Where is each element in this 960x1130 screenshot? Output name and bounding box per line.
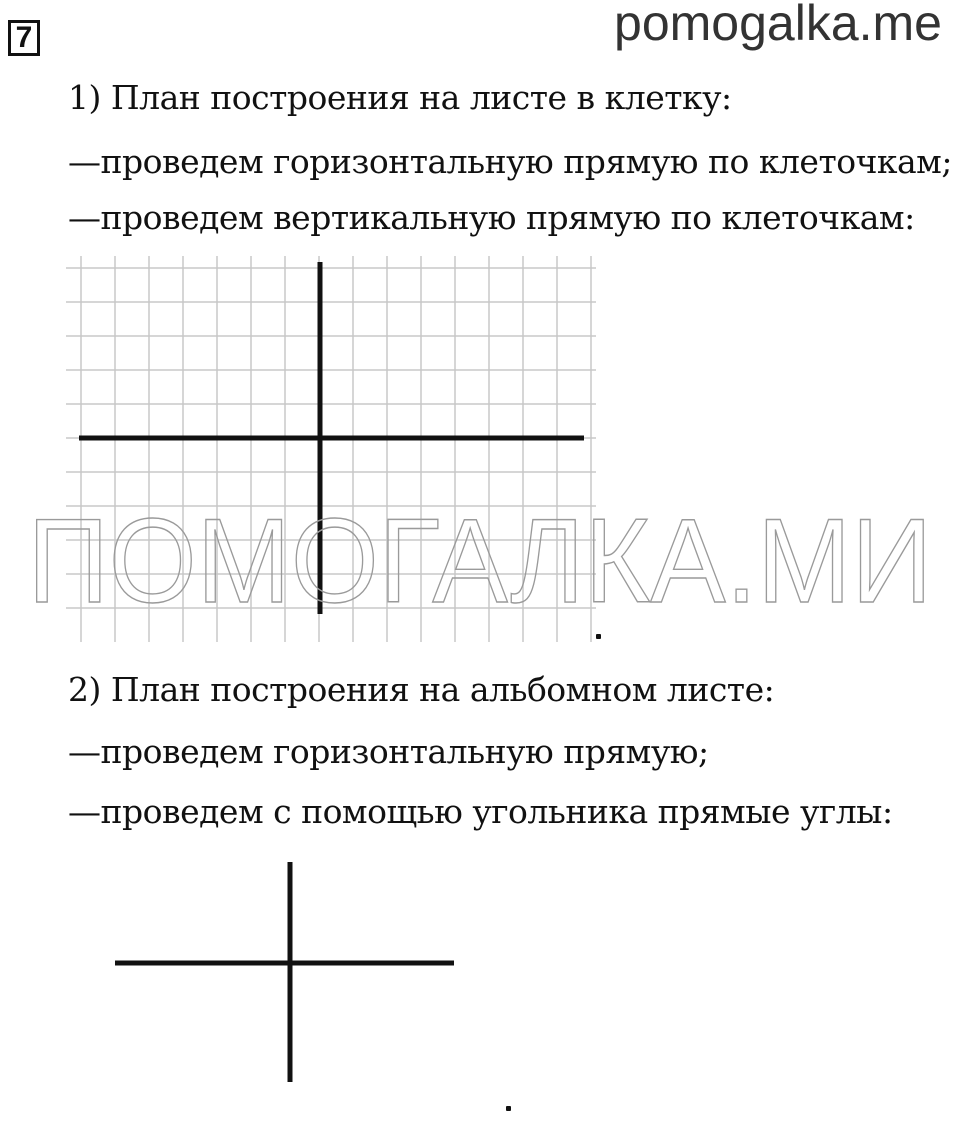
part2-title: 2) План построения на альбомном листе: [68, 670, 775, 709]
part1-step2: —проведем вертикальную прямую по клеточкам: [68, 198, 915, 237]
part1-end-mark [596, 634, 601, 639]
site-name: pomogalka.me [614, 0, 942, 51]
watermark [10, 494, 950, 628]
part1-title: 1) План построения на листе в клетку: [68, 78, 732, 117]
part1-step1: —проведем горизонтальную прямую по клеточкам; [68, 142, 952, 181]
album-figure [110, 858, 460, 1086]
watermark-text: ПОМОГАЛКА.МИ [27, 494, 933, 628]
part2-step1: —проведем горизонтальную прямую; [68, 732, 709, 771]
part2-end-mark [506, 1106, 511, 1111]
task-number-badge: 7 [8, 20, 40, 56]
part2-step2: —проведем с помощью угольника прямые углы: [68, 792, 893, 831]
